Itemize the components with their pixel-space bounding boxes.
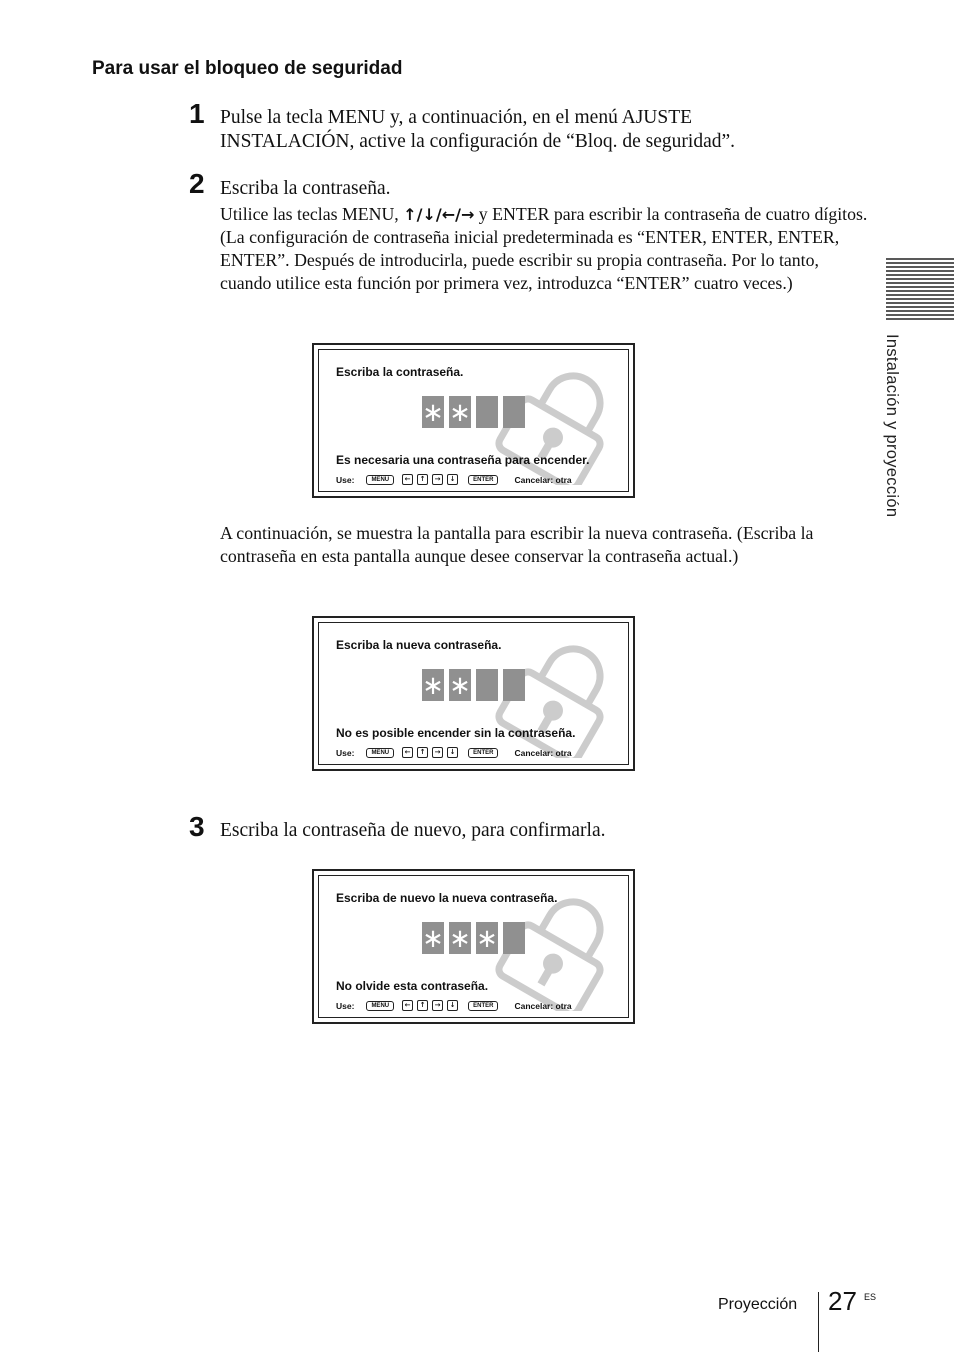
password-cells bbox=[422, 922, 525, 954]
arrow-left-key-icon: ← bbox=[402, 1000, 413, 1011]
enter-key-icon: ENTER bbox=[468, 1001, 498, 1011]
arrow-left-key-icon: ← bbox=[402, 474, 413, 485]
enter-key-icon: ENTER bbox=[468, 475, 498, 485]
password-cell bbox=[476, 396, 498, 428]
screen-help-bar bbox=[336, 747, 572, 758]
side-tab-label: Instalación y proyección bbox=[883, 334, 901, 518]
password-cell: ∗ bbox=[449, 398, 471, 428]
footer-divider bbox=[818, 1292, 819, 1352]
step-3-number: 3 bbox=[189, 811, 205, 842]
arrow-up-key-icon: ↑ bbox=[417, 747, 428, 758]
screen-note: No olvide esta contraseña. bbox=[336, 979, 489, 993]
password-cell: ∗ bbox=[422, 924, 444, 954]
use-label: Use: bbox=[336, 474, 355, 485]
password-screen-3-frame bbox=[318, 875, 629, 1018]
password-cell: ∗ bbox=[422, 671, 444, 701]
screen-prompt: Escriba la nueva contraseña. bbox=[336, 638, 502, 652]
password-screen-3 bbox=[312, 869, 635, 1024]
step-2-detail-suffix: y ENTER para escribir la contraseña de cuatro dígitos. (La configuración de contraseña inicial predeterminada es “ENTER, ENTER, ENTER, ENTER”. Después de introducirla, puede escribir su propia contraseña. Por lo tanto, cuando utilice esta función por primera vez, introduzca “ENTER” cuatro veces.) bbox=[220, 204, 868, 293]
password-cell bbox=[503, 396, 525, 428]
screen-prompt: Escriba la contraseña. bbox=[336, 365, 464, 379]
password-cell bbox=[503, 922, 525, 954]
arrow-up-key-icon: ↑ bbox=[417, 474, 428, 485]
use-label: Use: bbox=[336, 1000, 355, 1011]
step-3-title: Escriba la contraseña de nuevo, para confirmarla. bbox=[220, 820, 606, 841]
password-screen-1 bbox=[312, 343, 635, 498]
menu-key-icon: MENU bbox=[366, 1001, 394, 1011]
arrow-up-key-icon: ↑ bbox=[417, 1000, 428, 1011]
step-1-line-1: Pulse la tecla MENU y, a continuación, en el menú AJUSTE bbox=[220, 107, 693, 128]
password-cell: ∗ bbox=[449, 671, 471, 701]
screen-note: Es necesaria una contraseña para encender. bbox=[336, 453, 590, 467]
arrow-keys-icon: ↑/↓/←/→ bbox=[403, 205, 475, 224]
page-number: 27 bbox=[828, 1286, 857, 1316]
screen-help-bar bbox=[336, 1000, 572, 1011]
password-screen-2-frame bbox=[318, 622, 629, 765]
password-cell bbox=[503, 669, 525, 701]
cancel-label: Cancelar: otra bbox=[514, 1000, 572, 1011]
password-cells bbox=[422, 669, 525, 701]
step-1-number: 1 bbox=[189, 98, 205, 129]
menu-key-icon: MENU bbox=[366, 475, 394, 485]
screen-help-bar bbox=[336, 474, 572, 485]
step-1-line-2: INSTALACIÓN, active la configuración de “Bloq. de seguridad”. bbox=[220, 131, 736, 152]
step-2-detail-prefix: Utilice las teclas MENU, bbox=[220, 204, 404, 224]
arrow-down-key-icon: ↓ bbox=[447, 474, 458, 485]
footer-section-name: Proyección bbox=[718, 1296, 798, 1313]
section-heading: Para usar el bloqueo de seguridad bbox=[92, 58, 403, 79]
arrow-down-key-icon: ↓ bbox=[447, 747, 458, 758]
password-cell: ∗ bbox=[422, 398, 444, 428]
cancel-label: Cancelar: otra bbox=[514, 474, 572, 485]
step-2-number: 2 bbox=[189, 168, 205, 199]
arrow-right-key-icon: → bbox=[432, 1000, 443, 1011]
screen-note: No es posible encender sin la contraseña. bbox=[336, 726, 576, 740]
page-language-suffix: ES bbox=[864, 1292, 877, 1302]
cancel-label: Cancelar: otra bbox=[514, 747, 572, 758]
screen-prompt: Escriba de nuevo la nueva contraseña. bbox=[336, 891, 558, 905]
password-cells bbox=[422, 396, 525, 428]
arrow-right-key-icon: → bbox=[432, 747, 443, 758]
arrow-right-key-icon: → bbox=[432, 474, 443, 485]
step-2-title: Escriba la contraseña. bbox=[220, 178, 391, 199]
step-2-detail bbox=[220, 203, 870, 295]
use-label: Use: bbox=[336, 747, 355, 758]
arrow-down-key-icon: ↓ bbox=[447, 1000, 458, 1011]
password-cell bbox=[476, 669, 498, 701]
password-screen-1-frame bbox=[318, 349, 629, 492]
enter-key-icon: ENTER bbox=[468, 748, 498, 758]
side-tab-stripes bbox=[886, 257, 954, 321]
password-cell: ∗ bbox=[449, 924, 471, 954]
menu-key-icon: MENU bbox=[366, 748, 394, 758]
arrow-left-key-icon: ← bbox=[402, 747, 413, 758]
password-cell: ∗ bbox=[476, 924, 498, 954]
step-2-after-figure: A continuación, se muestra la pantalla para escribir la nueva contraseña. (Escriba la contraseña en esta pantalla aunque desee conservar la contraseña actual.) bbox=[220, 523, 814, 566]
password-screen-2 bbox=[312, 616, 635, 771]
